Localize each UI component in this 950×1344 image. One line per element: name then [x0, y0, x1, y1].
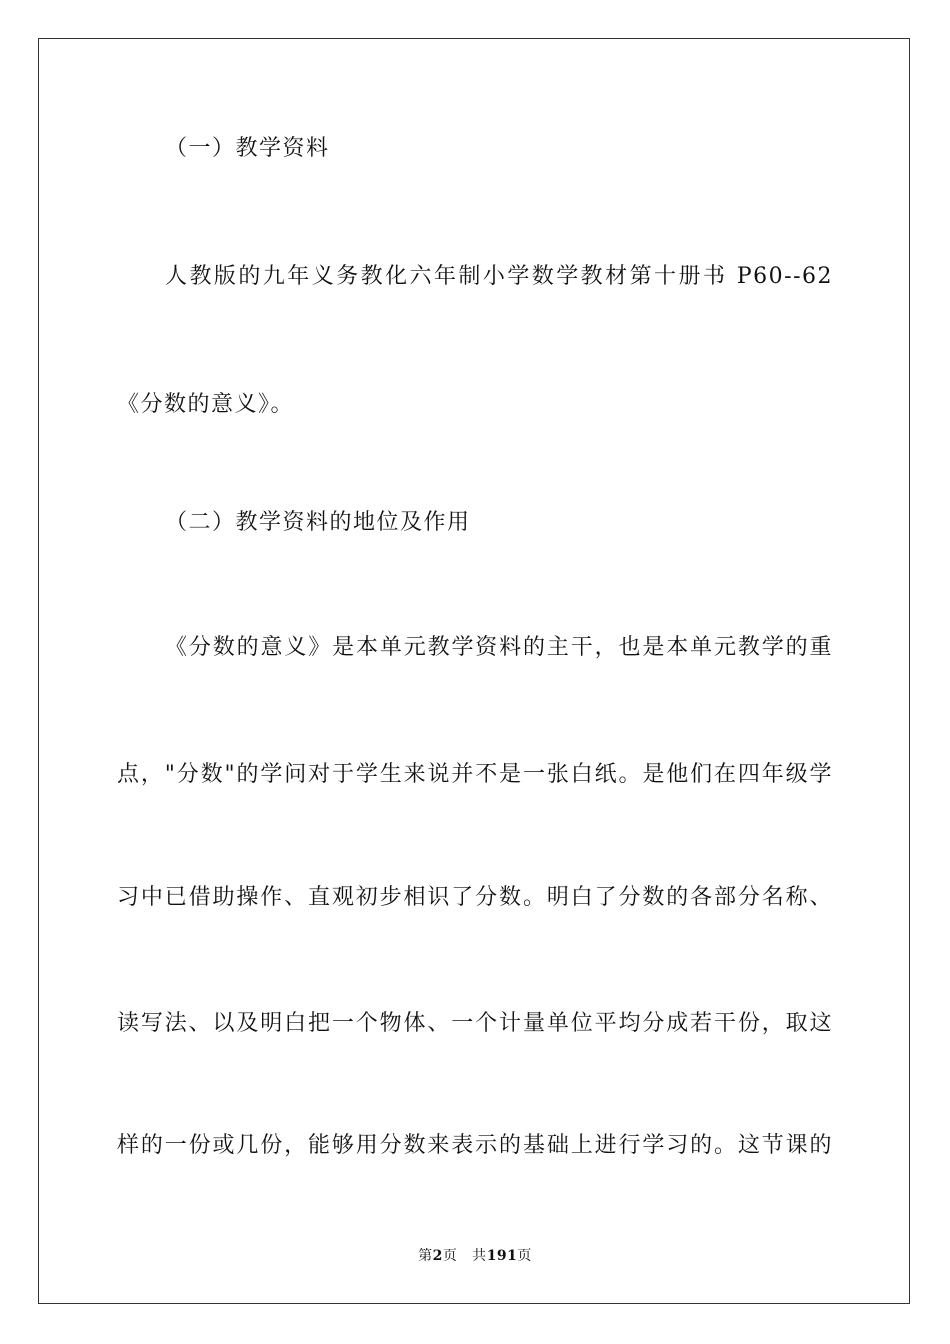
footer-middle: 页 共 [442, 1248, 487, 1264]
paragraph-line: 点，"分数"的学问对于学生来说并不是一张白纸。是他们在四年级学 [117, 762, 833, 787]
current-page-number: 2 [432, 1248, 443, 1264]
paragraph-line: 《分数的意义》是本单元教学资料的主干，也是本单元教学的重 [165, 635, 833, 660]
footer-prefix: 第 [418, 1248, 433, 1264]
paragraph-line: 《分数的意义》。 [117, 392, 295, 417]
paragraph-line: 习中已借助操作、直观初步相识了分数。明白了分数的各部分名称、 [117, 885, 833, 910]
page-border [38, 38, 910, 1304]
footer-suffix: 页 [517, 1248, 532, 1264]
section-heading-2: （二）教学资料的地位及作用 [165, 510, 471, 535]
section-heading-1: （一）教学资料 [165, 136, 330, 161]
paragraph-line: 读写法、以及明白把一个物体、一个计量单位平均分成若干份，取这 [117, 1011, 833, 1036]
total-pages-number: 191 [486, 1248, 518, 1264]
paragraph-line: 人教版的九年义务教化六年制小学数学教材第十册书 P60--62 [165, 264, 833, 289]
page-footer [0, 1246, 950, 1266]
paragraph-line: 样的一份或几份，能够用分数来表示的基础上进行学习的。这节课的 [117, 1133, 833, 1158]
